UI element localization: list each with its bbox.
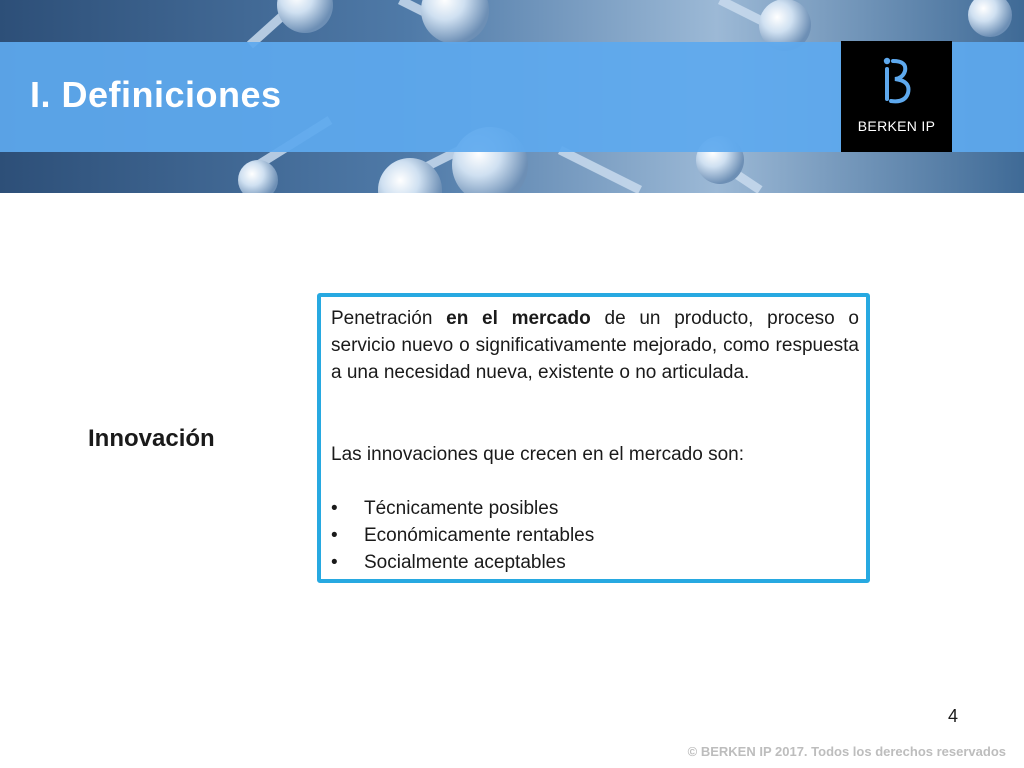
page-number: 4	[948, 706, 959, 726]
definition-text	[331, 305, 859, 386]
list-item	[331, 495, 594, 522]
bullet-icon: •	[331, 498, 338, 519]
logo-mark-icon	[841, 55, 952, 112]
copyright-footer: © BERKEN IP 2017. Todos los derechos reservados	[687, 744, 1006, 759]
logo-text	[841, 118, 952, 134]
list-item-text: Socialmente aceptables	[364, 552, 566, 573]
berken-ip-logo	[841, 41, 952, 152]
list-item	[331, 549, 594, 576]
logo-suffix: IP	[921, 118, 936, 134]
bullet-icon: •	[331, 525, 338, 546]
term-heading: Innovación	[88, 425, 215, 452]
list-intro: Las innovaciones que crecen en el mercado son:	[331, 444, 744, 465]
bullet-icon: •	[331, 552, 338, 573]
slide-title: I. Definiciones	[30, 74, 282, 115]
list-item	[331, 522, 594, 549]
criteria-list	[331, 495, 594, 576]
definition-bold: en el mercado	[446, 308, 591, 329]
list-item-text: Económicamente rentables	[364, 525, 595, 546]
logo-name: BERKEN	[857, 118, 918, 134]
header-banner	[0, 0, 1024, 193]
definition-box	[317, 293, 870, 583]
definition-part1: Penetración	[331, 308, 447, 329]
definition-part2: de un producto, proceso o servicio nuevo o significativamente mejorado, como respuesta a una necesidad nueva, existente o no articulada.	[331, 308, 860, 383]
list-item-text: Técnicamente posibles	[364, 498, 559, 519]
